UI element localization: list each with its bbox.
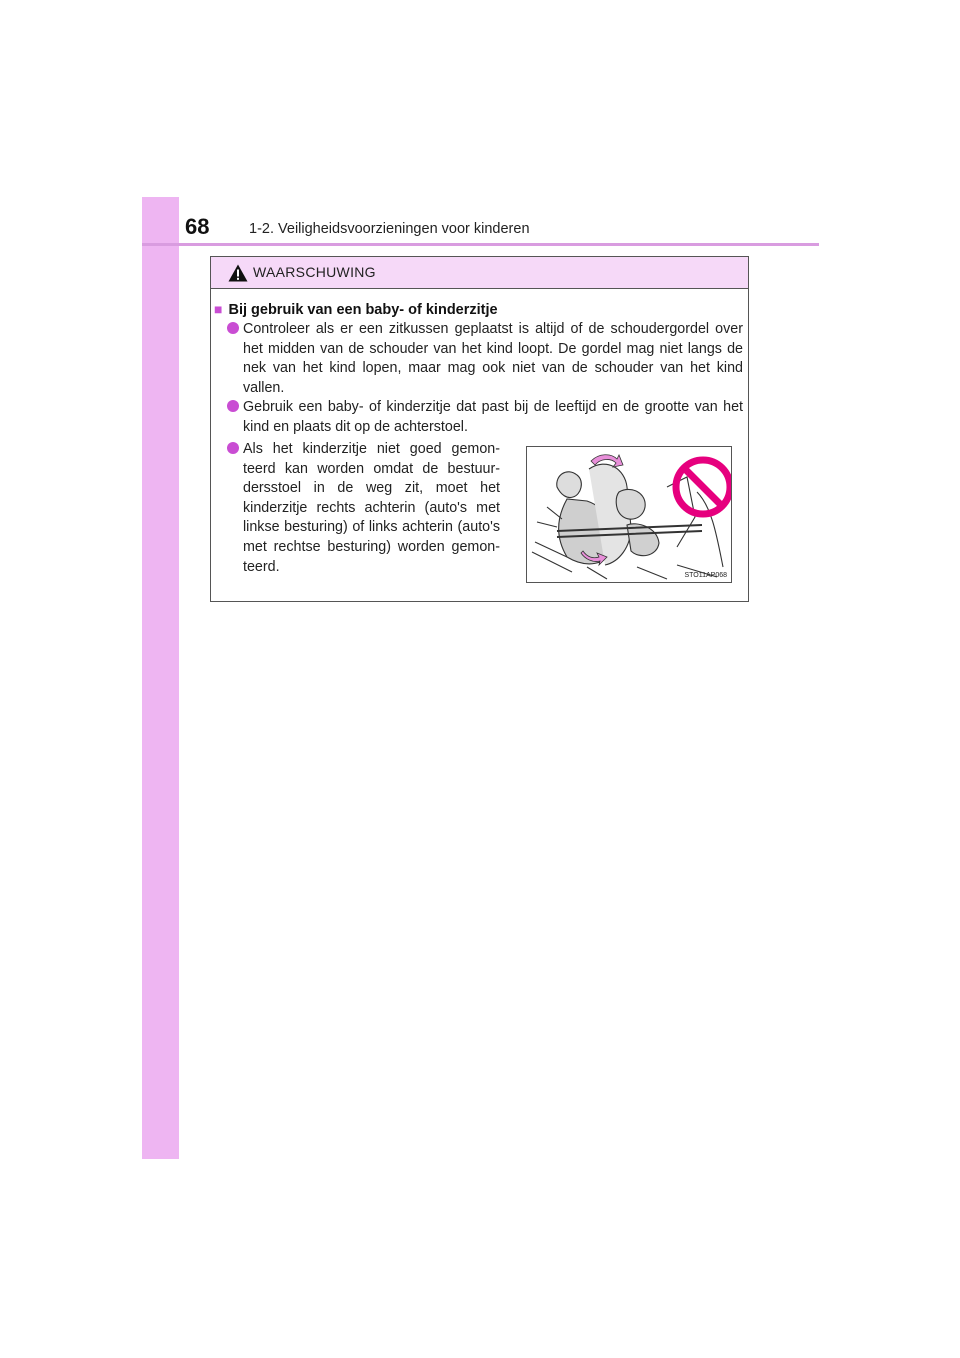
bullet-dot-icon <box>227 400 239 412</box>
bullet-text: Controleer als er een zitkussen geplaatst is altijd of de schoudergordel over het midden van de schouder van het kind loopt. De gordel mag niet langs de nek van het kind lopen, maar mag ook niet van de schouder van het kind vallen. <box>243 321 743 396</box>
warning-triangle-icon <box>228 264 248 282</box>
bullet-item <box>227 398 743 437</box>
header-rule <box>142 243 819 246</box>
page-number: 68 <box>185 214 210 239</box>
side-tab <box>142 197 179 1159</box>
bullet-dot-icon <box>227 442 239 454</box>
square-bullet-icon: ■ <box>214 301 223 317</box>
bullet-item <box>227 440 500 577</box>
warning-header <box>211 257 748 289</box>
child-seat-drawing <box>527 447 731 582</box>
warning-subheading <box>214 301 498 318</box>
subheading-text: Bij gebruik van een baby- of kinderzitje <box>228 302 498 318</box>
warning-box <box>210 256 749 602</box>
section-title: 1-2. Veiligheidsvoorzieningen voor kinderen <box>249 221 530 237</box>
bullet-item <box>227 320 743 398</box>
bullet-text: Gebruik een baby- of kinderzitje dat past bij de leeftijd en de grootte van het kind en plaats dit op de achterstoel. <box>243 399 743 435</box>
bullet-dot-icon <box>227 322 239 334</box>
child-seat-illustration <box>526 446 732 583</box>
figure-code: STO11AP068 <box>684 572 727 579</box>
warning-label: WAARSCHUWING <box>253 264 376 280</box>
bullet-text: Als het kinderzitje niet goed gemon-teerd kan worden omdat de bestuur-dersstoel in de weg zit, moet het kinderzitje rechts achterin (auto's met linkse besturing) of links achterin (auto's met rechtse besturing) worden gemon-teerd. <box>243 441 500 575</box>
